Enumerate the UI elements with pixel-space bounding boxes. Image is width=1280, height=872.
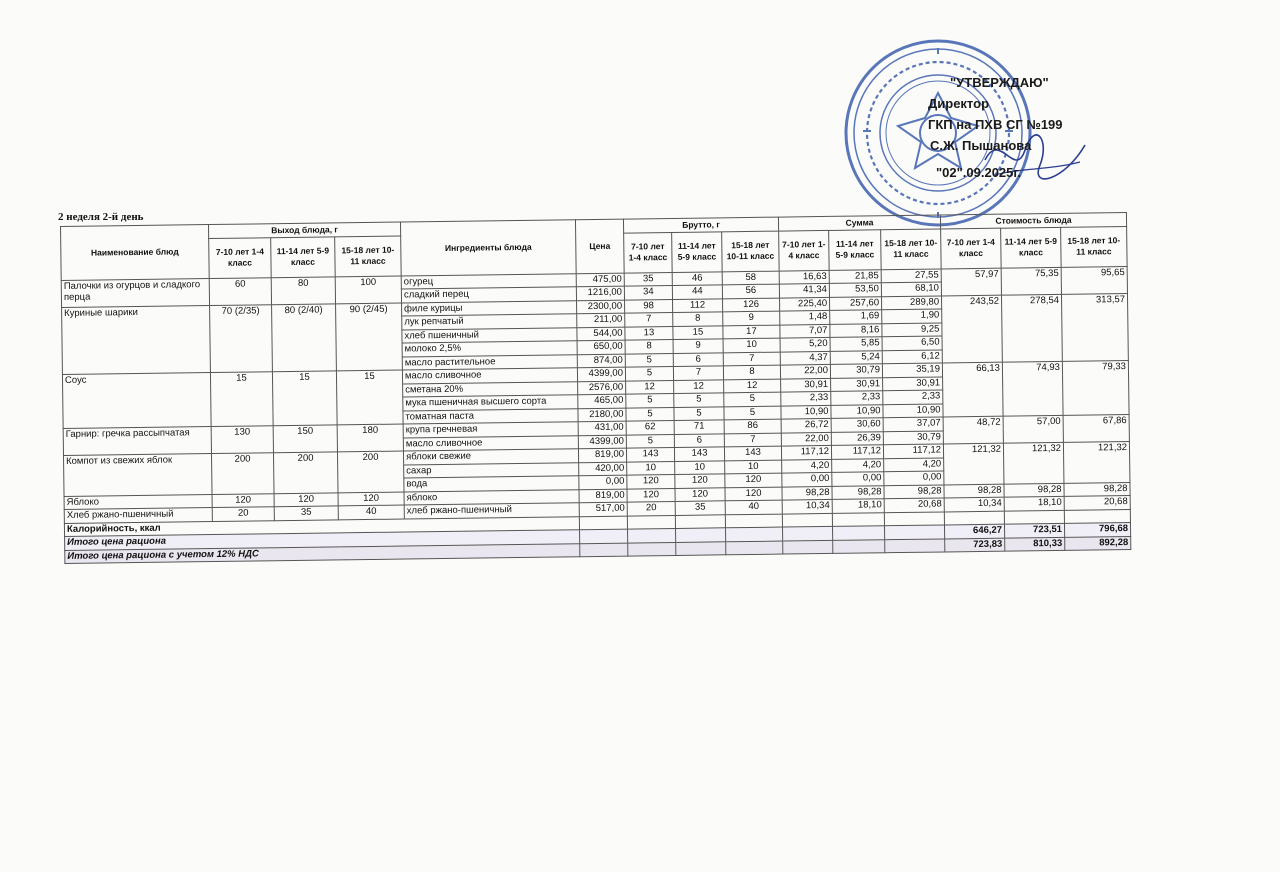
sum-value: 1,48: [780, 310, 830, 324]
brutto-value: 120: [627, 488, 675, 502]
dish-name: Палочки из огурцов и сладкого перца: [61, 278, 209, 307]
sum-value: 30,79: [883, 430, 943, 444]
dish-output: 200: [273, 452, 338, 493]
ingredient-price: 650,00: [577, 340, 625, 354]
sum-value: 2,33: [781, 391, 831, 405]
sum-value: 289,80: [881, 295, 941, 309]
brutto-value: 86: [724, 419, 781, 433]
approval-signer: С.Ж. Пышанова: [930, 138, 1032, 153]
dish-cost: 79,33: [1062, 361, 1129, 416]
ingredient-price: 2300,00: [577, 300, 625, 314]
brutto-value: 46: [672, 271, 722, 285]
dish-output: 15: [336, 370, 403, 425]
dish-name: Яблоко: [64, 494, 212, 509]
dish-cost: 98,28: [1004, 483, 1064, 497]
ingredient-price: 2180,00: [578, 408, 626, 422]
sum-value: 6,50: [882, 336, 942, 350]
brutto-value: 8: [625, 339, 673, 353]
ingredient-price: 874,00: [577, 354, 625, 368]
approval-title: "УТВЕРЖДАЮ": [950, 75, 1049, 90]
menu-table: [60, 212, 1131, 564]
total-value: 723,51: [1004, 523, 1064, 537]
sum-value: 30,91: [883, 376, 943, 390]
ingredient-name: сметана 20%: [403, 381, 578, 397]
sum-value: 257,60: [829, 296, 881, 310]
brutto-value: 40: [725, 500, 782, 514]
brutto-value: 120: [675, 474, 725, 488]
dish-cost: 243,52: [941, 295, 1002, 363]
ingredient-price: 0,00: [579, 475, 627, 489]
header-age3: 15-18 лет 10-11 класс: [722, 231, 780, 272]
dish-name: Гарнир: гречка рассыпчатая: [63, 427, 211, 456]
sum-value: 98,28: [884, 484, 944, 498]
dish-cost: 48,72: [943, 416, 1003, 444]
dish-output: 120: [212, 493, 274, 507]
sum-value: 20,68: [884, 498, 944, 512]
brutto-value: 34: [624, 285, 672, 299]
sum-value: 10,34: [782, 499, 832, 513]
brutto-value: 12: [674, 379, 724, 393]
header-output: Выход блюда, г: [208, 222, 400, 238]
dish-cost: 121,32: [1063, 442, 1130, 483]
brutto-value: 10: [723, 338, 780, 352]
brutto-value: 5: [674, 406, 724, 420]
sum-value: 30,91: [781, 378, 831, 392]
brutto-value: 10: [675, 460, 725, 474]
sum-value: 30,60: [831, 418, 883, 432]
dish-output: 40: [338, 505, 404, 519]
dish-cost: 10,34: [944, 497, 1004, 511]
header-age2: 11-14 лет 5-9 класс: [271, 236, 336, 277]
dish-name: Компот из свежих яблок: [64, 454, 213, 496]
ingredient-name: яблоко: [404, 489, 579, 505]
sum-value: 16,63: [779, 270, 829, 284]
sum-value: 4,20: [782, 459, 832, 473]
brutto-value: 7: [724, 433, 781, 447]
brutto-value: 120: [675, 487, 725, 501]
sum-value: 1,90: [882, 309, 942, 323]
sum-value: 2,33: [883, 390, 943, 404]
dish-cost: 18,10: [1004, 496, 1064, 510]
total-vat-value: 892,28: [1065, 536, 1131, 550]
ingredient-name: огурец: [401, 273, 576, 289]
brutto-value: 5: [626, 407, 674, 421]
brutto-value: 20: [627, 501, 675, 515]
sum-value: 21,85: [829, 269, 881, 283]
header-age3: 15-18 лет 10-11 класс: [335, 236, 402, 277]
brutto-value: 71: [674, 420, 724, 434]
brutto-value: 10: [627, 461, 675, 475]
dish-cost: 66,13: [942, 362, 1003, 417]
header-age1: 7-10 лет 1-4 класс: [941, 228, 1002, 269]
brutto-value: 5: [674, 393, 724, 407]
ingredient-price: 1216,00: [576, 286, 624, 300]
ingredient-name: масло сливочное: [403, 435, 578, 451]
ingredient-name: сладкий перец: [401, 287, 576, 303]
dish-cost: 20,68: [1064, 496, 1130, 510]
ingredient-price: 4399,00: [578, 435, 626, 449]
brutto-value: 112: [673, 298, 723, 312]
dish-output: 100: [335, 276, 401, 304]
brutto-value: 7: [625, 312, 673, 326]
dish-cost: 75,35: [1001, 267, 1061, 295]
brutto-value: 12: [724, 379, 781, 393]
brutto-value: 13: [625, 326, 673, 340]
brutto-value: 56: [722, 284, 779, 298]
brutto-value: 143: [626, 447, 674, 461]
brutto-value: 17: [723, 325, 780, 339]
sum-value: 10,90: [831, 404, 883, 418]
brutto-value: 35: [675, 501, 725, 515]
dish-cost: 313,57: [1061, 293, 1128, 361]
sum-value: 4,20: [832, 458, 884, 472]
sum-value: 5,85: [830, 337, 882, 351]
sum-value: 27,55: [881, 268, 941, 282]
ingredient-name: масло сливочное: [402, 368, 577, 384]
dish-output: 150: [273, 425, 337, 453]
sum-value: 26,72: [781, 418, 831, 432]
header-age1: 7-10 лет 1-4 класс: [779, 230, 830, 271]
sum-value: 117,12: [883, 444, 943, 458]
brutto-value: 126: [723, 298, 780, 312]
sum-value: 117,12: [831, 445, 883, 459]
header-dish-name: Наименование блюд: [61, 225, 210, 280]
sum-value: 26,39: [831, 431, 883, 445]
brutto-value: 15: [673, 325, 723, 339]
sum-value: 35,19: [882, 363, 942, 377]
dish-name: Хлеб ржано-пшеничный: [64, 508, 212, 523]
brutto-value: 9: [723, 311, 780, 325]
dish-output: 120: [338, 492, 404, 506]
header-ingredients: Ингредиенты блюда: [400, 220, 576, 276]
dish-cost: 74,93: [1002, 361, 1063, 416]
ingredient-price: 420,00: [579, 462, 627, 476]
ingredient-price: 819,00: [578, 448, 626, 462]
dish-output: 80 (2/40): [272, 303, 337, 371]
sum-value: 53,50: [829, 283, 881, 297]
ingredient-name: мука пшеничная высшего сорта: [403, 395, 578, 411]
dish-output: 80: [271, 276, 335, 304]
ingredient-name: масло растительное: [402, 354, 577, 370]
header-sum: Сумма: [778, 215, 940, 231]
dish-name: Куриные шарики: [62, 305, 211, 374]
total-vat-value: 723,83: [945, 538, 1005, 552]
sum-value: 0,00: [884, 471, 944, 485]
dish-output: 60: [209, 277, 271, 305]
dish-output: 35: [274, 506, 338, 520]
dish-output: 200: [211, 453, 274, 494]
sum-value: 98,28: [832, 485, 884, 499]
brutto-value: 44: [672, 285, 722, 299]
approval-date: "02".09.2025г.: [936, 165, 1022, 180]
ingredient-price: 2576,00: [578, 381, 626, 395]
sum-value: 18,10: [832, 499, 884, 513]
approval-organization: ГКП на ПХВ СГ №199: [928, 117, 1063, 132]
header-brutto: Брутто, г: [623, 217, 778, 233]
total-vat-value: 810,33: [1005, 537, 1065, 551]
brutto-value: 6: [674, 433, 724, 447]
brutto-value: 143: [724, 446, 781, 460]
sum-value: 30,79: [830, 364, 882, 378]
sum-value: 68,10: [881, 282, 941, 296]
header-price: Цена: [575, 219, 624, 273]
ingredient-name: томатная паста: [403, 408, 578, 424]
dish-output: 20: [212, 507, 274, 521]
dish-cost: 67,86: [1063, 415, 1129, 443]
sum-value: 22,00: [780, 364, 830, 378]
ingredient-price: 517,00: [579, 502, 627, 516]
dish-output: 15: [210, 372, 273, 427]
brutto-value: 6: [673, 352, 723, 366]
header-age3: 15-18 лет 10-11 класс: [881, 228, 942, 269]
ingredient-name: яблоки свежие: [403, 449, 578, 465]
brutto-value: 5: [625, 353, 673, 367]
total-vat-label: Итого цена рациона с учетом 12% НДС: [65, 543, 580, 563]
dish-cost: 121,32: [943, 443, 1004, 484]
sum-value: 0,00: [832, 472, 884, 486]
brutto-value: 120: [627, 474, 675, 488]
brutto-value: 120: [725, 473, 782, 487]
ingredient-price: 431,00: [578, 421, 626, 435]
sum-value: 7,07: [780, 324, 830, 338]
brutto-value: 143: [674, 447, 724, 461]
dish-cost: 57,97: [941, 268, 1001, 296]
ingredient-name: вода: [404, 476, 579, 492]
brutto-value: 9: [673, 339, 723, 353]
sum-value: 37,07: [883, 417, 943, 431]
sum-value: 225,40: [779, 297, 829, 311]
sum-value: 0,00: [782, 472, 832, 486]
ingredient-price: 211,00: [577, 313, 625, 327]
header-age1: 7-10 лет 1-4 класс: [209, 237, 272, 278]
brutto-value: 5: [724, 406, 781, 420]
brutto-value: 7: [673, 366, 723, 380]
dish-cost: 98,28: [944, 484, 1004, 498]
ingredient-price: 465,00: [578, 394, 626, 408]
ingredient-price: 4399,00: [577, 367, 625, 381]
ingredient-name: хлеб ржано-пшеничный: [404, 503, 579, 519]
day-title: 2 неделя 2-й день: [58, 211, 144, 223]
dish-cost: 57,00: [1003, 415, 1063, 443]
brutto-value: 5: [724, 392, 781, 406]
sum-value: 2,33: [831, 391, 883, 405]
ingredient-price: 544,00: [577, 327, 625, 341]
brutto-value: 35: [624, 272, 672, 286]
sum-value: 98,28: [782, 486, 832, 500]
ingredient-name: филе курицы: [402, 300, 577, 316]
header-cost: Стоимость блюда: [940, 213, 1126, 229]
brutto-value: 7: [723, 352, 780, 366]
dish-output: 90 (2/45): [336, 303, 403, 371]
ingredient-name: хлеб пшеничный: [402, 327, 577, 343]
dish-cost: 95,65: [1061, 266, 1127, 294]
header-age1: 7-10 лет 1-4 класс: [624, 232, 673, 273]
header-age2: 11-14 лет 5-9 класс: [672, 231, 723, 272]
sum-value: 5,20: [780, 337, 830, 351]
sum-value: 22,00: [781, 432, 831, 446]
sum-value: 4,20: [884, 457, 944, 471]
sum-value: 30,91: [831, 377, 883, 391]
total-value: 796,68: [1064, 523, 1130, 537]
brutto-value: 8: [723, 365, 780, 379]
ingredient-name: сахар: [404, 462, 579, 478]
sum-value: 4,37: [780, 351, 830, 365]
brutto-value: 5: [625, 366, 673, 380]
menu-table-body: [61, 266, 1130, 523]
ingredient-name: крупа гречневая: [403, 422, 578, 438]
brutto-value: 10: [725, 460, 782, 474]
approval-block: [922, 72, 1092, 183]
header-age3: 15-18 лет 10-11 класс: [1061, 226, 1128, 267]
header-age2: 11-14 лет 5-9 класс: [829, 229, 882, 270]
sum-value: 1,69: [830, 310, 882, 324]
dish-name: Соус: [62, 373, 211, 429]
ingredient-price: 819,00: [579, 489, 627, 503]
brutto-value: 5: [626, 393, 674, 407]
brutto-value: 8: [673, 312, 723, 326]
brutto-value: 62: [626, 420, 674, 434]
dish-output: 180: [337, 424, 403, 452]
sum-value: 5,24: [830, 350, 882, 364]
ingredient-name: лук репчатый: [402, 314, 577, 330]
dish-output: 130: [211, 426, 273, 454]
brutto-value: 98: [625, 299, 673, 313]
sum-value: 10,90: [883, 403, 943, 417]
total-value: 646,27: [944, 524, 1004, 538]
dish-output: 70 (2/35): [210, 304, 273, 372]
sum-value: 8,16: [830, 323, 882, 337]
total-label: Итого цена рациона: [65, 530, 580, 550]
brutto-value: 12: [626, 380, 674, 394]
dish-cost: 278,54: [1001, 294, 1062, 362]
brutto-value: 5: [626, 434, 674, 448]
dish-cost: 98,28: [1064, 482, 1130, 496]
dish-output: 200: [337, 451, 404, 492]
dish-cost: 121,32: [1003, 442, 1064, 483]
approval-position: Директор: [928, 96, 990, 111]
dish-output: 15: [272, 371, 337, 426]
ingredient-price: 475,00: [576, 273, 624, 287]
calories-label: Калорийность, ккал: [64, 516, 579, 536]
sum-value: 9,25: [882, 322, 942, 336]
ingredient-name: молоко 2,5%: [402, 341, 577, 357]
brutto-value: 120: [725, 487, 782, 501]
header-age2: 11-14 лет 5-9 класс: [1001, 227, 1062, 268]
sum-value: 10,90: [781, 405, 831, 419]
sum-value: 117,12: [781, 445, 831, 459]
dish-output: 120: [274, 492, 338, 506]
sum-value: 6,12: [882, 349, 942, 363]
brutto-value: 58: [722, 271, 779, 285]
sum-value: 41,34: [779, 283, 829, 297]
